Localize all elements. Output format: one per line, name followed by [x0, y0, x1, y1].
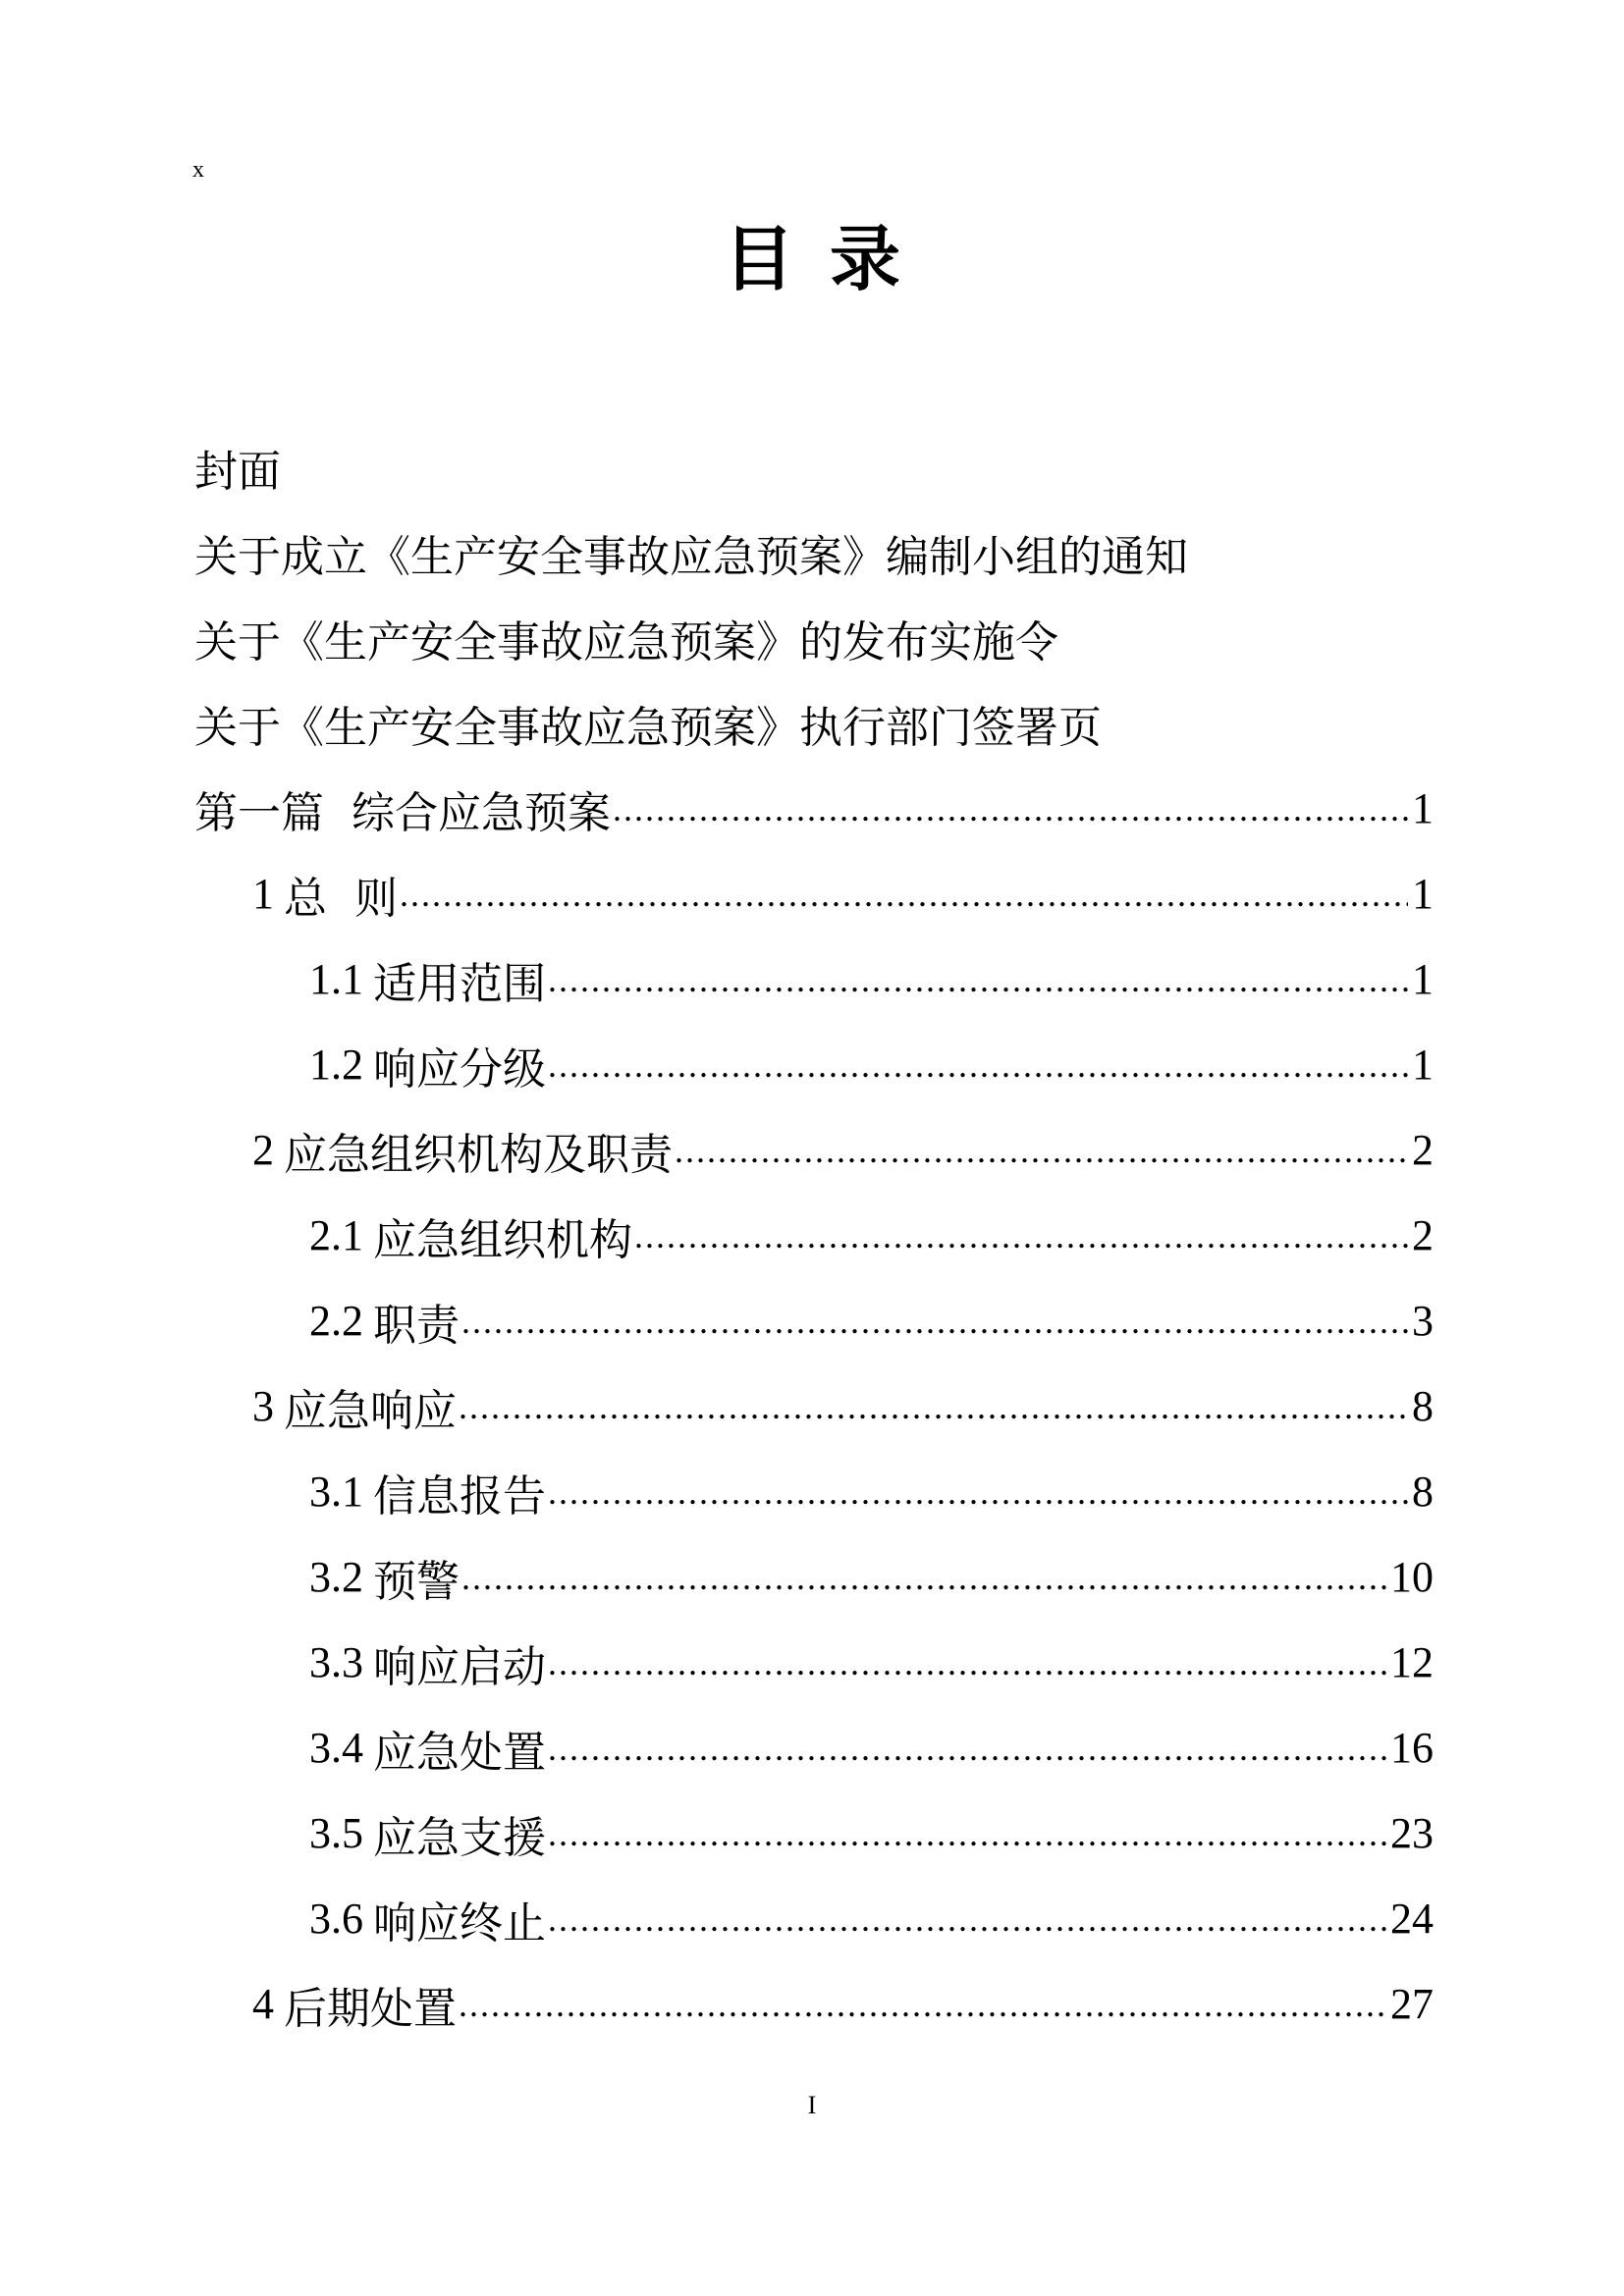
toc-entry-number: 1 [252, 870, 274, 918]
toc-entry-page: 8 [1412, 1382, 1434, 1430]
toc-entry-title: 响应分级 [373, 1043, 546, 1095]
toc-entry-page: 1 [1412, 870, 1434, 918]
toc-entry-title: 适用范围 [373, 958, 546, 1009]
toc-entry-title: 关于《生产安全事故应急预案》执行部门签署页 [194, 702, 1102, 753]
toc-entry-number: 3.4 [309, 1724, 363, 1772]
toc-entry-number: 3.5 [309, 1809, 363, 1857]
toc-entry[interactable] [194, 509, 1434, 595]
toc-entry-title: 职责 [373, 1300, 460, 1351]
toc-entry-page: 1 [1412, 784, 1434, 832]
toc-entry-page: 1 [1412, 955, 1434, 1003]
toc-entry-title: 应急响应 [284, 1385, 457, 1436]
toc-entry-title: 应急组织机构 [373, 1214, 632, 1265]
toc-entry[interactable] [194, 1363, 1434, 1449]
toc-entry-page: 8 [1412, 1468, 1434, 1516]
toc-entry-title: 封面 [194, 446, 281, 497]
toc-entry[interactable] [194, 936, 1434, 1022]
toc-entry-page: 23 [1390, 1809, 1434, 1857]
toc-leader-dots [548, 1642, 1386, 1683]
toc-leader-dots [459, 1984, 1386, 2025]
toc-entry-title: 预警 [373, 1556, 460, 1607]
toc-entry-page: 2 [1412, 1126, 1434, 1174]
toc-entry-title: 应急支援 [373, 1812, 546, 1863]
toc-entry[interactable] [194, 424, 1434, 509]
toc-entry-number: 3.1 [309, 1468, 363, 1516]
toc-entry-title: 应急组织机构及职责 [284, 1129, 673, 1180]
toc-entry-number: 3.3 [309, 1638, 363, 1686]
toc-leader-dots [400, 874, 1408, 915]
toc-entry[interactable] [194, 1790, 1434, 1876]
toc-leader-dots [548, 1898, 1386, 1940]
toc-leader-dots [548, 1813, 1386, 1854]
toc-entry-number: 2.2 [309, 1297, 363, 1345]
toc-entry[interactable] [194, 1193, 1434, 1278]
corner-mark: x [192, 157, 204, 183]
toc-leader-dots [675, 1130, 1408, 1171]
toc-entry[interactable] [194, 1534, 1434, 1620]
toc-leader-dots [548, 1471, 1408, 1513]
toc-leader-dots [613, 788, 1408, 829]
toc-entry-number: 1.2 [309, 1041, 363, 1089]
page-title: 目录 [723, 218, 936, 300]
toc-entry[interactable] [194, 1107, 1434, 1193]
toc-entry-title: 总 则 [284, 873, 398, 924]
toc-entry[interactable] [194, 851, 1434, 936]
toc-entry-number: 2.1 [309, 1211, 363, 1259]
toc-entry-page: 16 [1390, 1724, 1434, 1772]
table-of-contents [194, 424, 1434, 2047]
toc-leader-dots [634, 1215, 1408, 1256]
toc-leader-dots [548, 1728, 1386, 1769]
toc-entry-page: 27 [1390, 1980, 1434, 2028]
toc-entry[interactable] [194, 680, 1434, 766]
toc-entry-title: 响应终止 [373, 1897, 546, 1949]
toc-entry[interactable] [194, 766, 1434, 851]
toc-entry-number: 3 [252, 1382, 274, 1430]
toc-entry-page: 10 [1390, 1553, 1434, 1601]
toc-entry-page: 3 [1412, 1297, 1434, 1345]
toc-leader-dots [459, 1386, 1408, 1427]
page-number-footer: I [807, 2091, 817, 2119]
toc-entry[interactable] [194, 1278, 1434, 1363]
toc-entry-title: 关于《生产安全事故应急预案》的发布实施令 [194, 616, 1058, 667]
toc-entry-title: 信息报告 [373, 1470, 546, 1522]
toc-entry[interactable] [194, 1961, 1434, 2047]
toc-leader-dots [461, 1557, 1386, 1598]
toc-entry-title: 关于成立《生产安全事故应急预案》编制小组的通知 [194, 531, 1188, 582]
toc-leader-dots [548, 1044, 1408, 1086]
toc-entry-title: 应急处置 [373, 1727, 546, 1778]
toc-entry[interactable] [194, 1022, 1434, 1107]
toc-entry-title: 后期处置 [284, 1983, 457, 2034]
toc-entry-number: 3.2 [309, 1553, 363, 1601]
toc-entry-page: 24 [1390, 1895, 1434, 1943]
toc-entry[interactable] [194, 595, 1434, 680]
toc-entry-page: 12 [1390, 1638, 1434, 1686]
toc-leader-dots [461, 1301, 1408, 1342]
toc-entry-number: 2 [252, 1126, 274, 1174]
toc-entry[interactable] [194, 1620, 1434, 1705]
toc-entry[interactable] [194, 1876, 1434, 1961]
toc-entry[interactable] [194, 1449, 1434, 1534]
toc-entry-title: 响应启动 [373, 1641, 546, 1692]
toc-entry-page: 1 [1412, 1041, 1434, 1089]
toc-leader-dots [548, 959, 1408, 1000]
toc-entry[interactable] [194, 1705, 1434, 1790]
toc-entry-number: 4 [252, 1980, 274, 2028]
toc-entry-page: 2 [1412, 1211, 1434, 1259]
toc-entry-title: 第一篇 综合应急预案 [194, 787, 611, 838]
toc-entry-number: 3.6 [309, 1895, 363, 1943]
toc-entry-number: 1.1 [309, 955, 363, 1003]
